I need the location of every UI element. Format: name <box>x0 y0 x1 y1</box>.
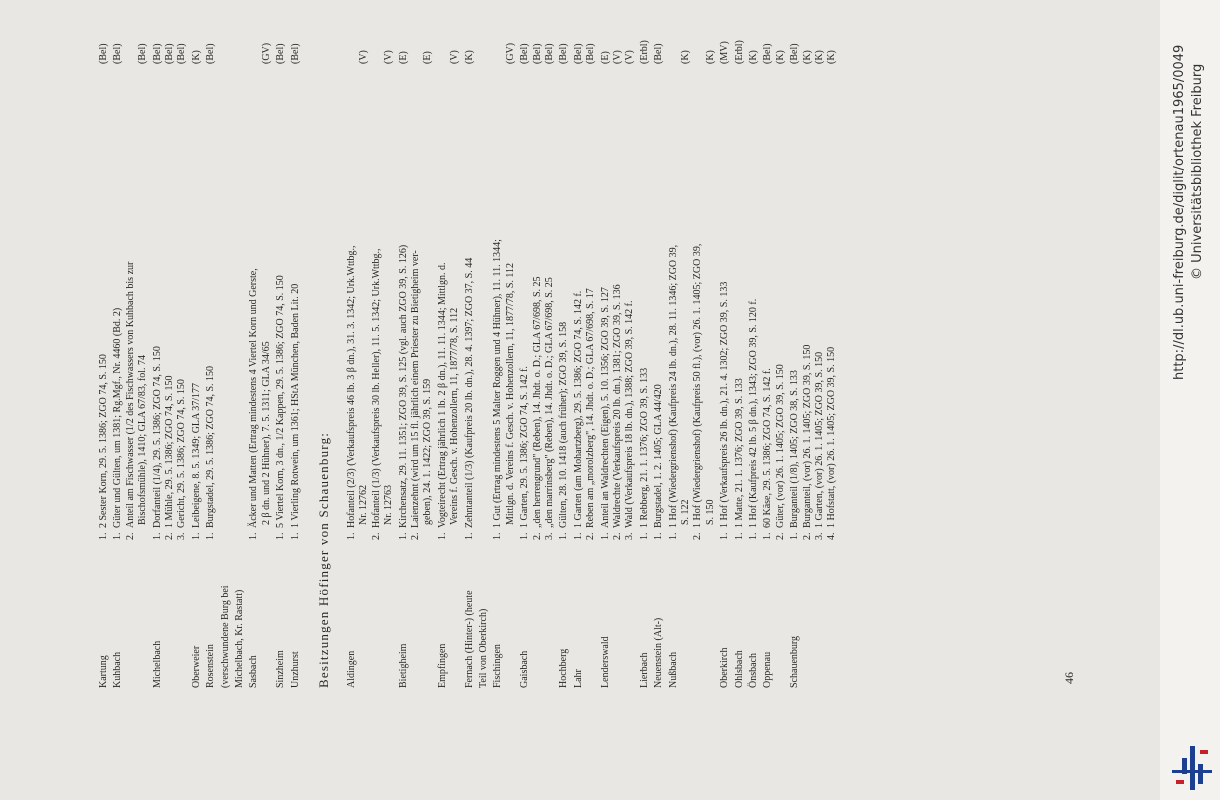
entry-text: „den herrengrund" (Reben), 14. Jhdt. o. D.; GLA 67/698, S. 25 <box>531 276 543 528</box>
entry-number: 1. <box>599 532 611 540</box>
entry-number: 1. <box>463 532 475 540</box>
entry-text: Äcker und Matten (Ertrag mindestens 4 Viertel Korn und Gerste, <box>248 268 260 528</box>
entry-number: 1. <box>789 532 801 540</box>
entry-number: 1. <box>667 532 679 540</box>
entry-text: 1 Gut (Ertrag mindestens 5 Malter Roggen und 4 Hühner), 11. 11. 1344; <box>492 239 504 528</box>
place-name: Kartung <box>98 655 109 688</box>
entry-number: 1. <box>519 532 531 540</box>
place-name: Schauenburg <box>789 635 801 688</box>
entry-text: 1 Hof (Wiedergrienshof) (Kaufpreis 50 fl.), (vor) 26. 1. 1405; ZGO 39, <box>692 243 704 528</box>
entry-text: Wald (Verkaufspreis 18 lb. dn.), 1388; ZGO 39, S. 142 f. <box>624 300 636 528</box>
entry-text: Gericht, 29. 5. 1386; ZGO 74, S. 150 <box>176 379 188 528</box>
entry-text: 1 Hof (Verkaufspreis 26 lb. dn.), 21. 4. 1302; ZGO 39, S. 133 <box>719 281 731 528</box>
entry-number: 1. <box>397 532 409 540</box>
status-code: (V) <box>612 50 623 64</box>
status-code: (Bel) <box>98 43 109 64</box>
entry-text: 2 β dn. und 2 Hühner), 7. 5. 1311; GLA 34/65 <box>260 341 272 525</box>
section-heading: Besitzungen Höfinger von Schauenburg: <box>316 431 331 688</box>
status-code: (V) <box>449 50 461 64</box>
entry-number: 1. <box>653 532 665 540</box>
status-code: (Bel) <box>585 43 597 64</box>
entry-text: Vogteirecht (Ertrag jährlich 1 lb. 2 β dn.), 11. 11. 1344; Mittlgn. d. <box>436 262 448 528</box>
entry-text: Nr. 12763 <box>383 485 395 525</box>
status-code: (Bel) <box>558 43 570 64</box>
entry-text: Vereins f. Gesch. v. Hohenzollern, 11, 1877/78, S. 112 <box>449 307 461 525</box>
status-code: (K) <box>680 50 691 64</box>
status-code: (Erbl) <box>733 40 745 64</box>
entry-number: 2. <box>370 532 382 540</box>
place-name: Empfingen <box>436 643 448 688</box>
place-name: Michelbach, Kr. Rastatt) <box>234 589 245 688</box>
place-name: Önsbach <box>748 653 759 688</box>
entry-number: 1. <box>346 532 357 540</box>
entry-number: 2. <box>774 532 786 540</box>
entry-text: 5 Viertel Korn, 3 dn., 1/2 Kappen, 29. 5. 1386; ZGO 74, S. 150 <box>275 275 287 528</box>
entry-text: Reben am „morolzberg", 14. Jhdt. o. D.; GLA 67/698, S. 17 <box>585 288 597 528</box>
place-name: Oberkirch <box>719 647 731 688</box>
entry-number: 3. <box>544 532 555 540</box>
status-code: (Bel) <box>531 43 543 64</box>
status-code: (GV) <box>504 42 516 64</box>
status-code: (Erbl) <box>638 40 650 64</box>
entry-text: Gülten, 28. 10. 1418 (auch früher); ZGO 39, S. 158 <box>558 321 570 528</box>
entry-text: Leibeigene, 8. 5. 1349; GLA 37/177 <box>190 383 202 528</box>
place-name: Lahr <box>572 669 584 688</box>
entry-number: 1. <box>289 532 301 540</box>
entry-text: 1 Matte, 21. 1. 1376; ZGO 39, S. 133 <box>733 378 745 528</box>
place-name: Ohlsbach <box>733 650 745 688</box>
status-code: (Bel) <box>275 43 287 64</box>
entry-number: 1. <box>205 532 217 540</box>
status-code: (K) <box>814 50 825 64</box>
place-name: Fischingen <box>492 644 504 688</box>
entry-text: „den marrinsberg" (Reben), 14. Jhdt. o. D.; GLA 67/698, S. 25 <box>544 277 555 528</box>
entry-number: 1. <box>248 532 260 540</box>
place-name: Bietigheim <box>397 643 409 688</box>
entry-text: Burganteil (1/8), 1405; ZGO 38, S. 133 <box>789 370 801 528</box>
status-code: (Bel) <box>544 43 555 64</box>
entry-number: 2. <box>585 532 597 540</box>
entry-text: 1 Garten (am Mohartzberg), 29. 5. 1386; ZGO 74, S. 142 f. <box>572 290 584 528</box>
place-name: Fernach (Hinter-) (heute <box>463 590 475 688</box>
status-code: (Bel) <box>572 43 584 64</box>
entry-number: 2. <box>801 532 813 540</box>
entry-number: 2. <box>612 532 623 540</box>
entry-number: 1. <box>558 532 570 540</box>
entry-number: 1. <box>572 532 584 540</box>
status-code: (Bel) <box>789 43 801 64</box>
status-code: (K) <box>704 50 716 64</box>
status-code: (Bel) <box>151 43 163 64</box>
entry-text: 1 Garten, 29. 5. 1386; ZGO 74, S. 142 f. <box>519 366 531 528</box>
place-name: Kuhbach <box>112 651 124 688</box>
page-number: 46 <box>1062 672 1076 684</box>
status-code: (Bel) <box>164 43 175 64</box>
place-name: Oberweier <box>190 645 202 688</box>
entry-text: Nr. 12762 <box>358 485 370 525</box>
place-name: Nußbach <box>667 651 679 688</box>
ub-freiburg-logo-icon <box>1172 744 1212 792</box>
status-code: (MV) <box>719 41 731 64</box>
place-name: Lenderswald <box>599 636 611 688</box>
place-name: Michelbach <box>151 640 163 688</box>
entry-number: 3. <box>176 532 188 540</box>
entry-number: 1. <box>151 532 163 540</box>
place-name: Hochberg <box>558 648 570 688</box>
status-code: (Bel) <box>205 43 217 64</box>
entry-text: 2 Sester Korn, 29. 5. 1386; ZGO 74, S. 150 <box>98 354 109 528</box>
entry-number: 1. <box>436 532 448 540</box>
place-name: Lierbach <box>638 652 650 688</box>
status-code: (K) <box>774 50 786 64</box>
status-code: (Bel) <box>137 43 149 64</box>
entry-text: Burganteil, (vor) 26. 1. 1405; ZGO 39, S. 150 <box>801 344 813 528</box>
place-name: Teil von Oberkirch) <box>478 608 489 688</box>
entry-text: Zehntanteil (1/3) (Kaufpreis 20 lb. dn.), 28. 4. 1397; ZGO 37, S. 44 <box>463 257 475 528</box>
status-code: (V) <box>624 50 636 64</box>
entry-text: 1 Rebberg, 21. 1. 1376; ZGO 39, S. 133 <box>638 367 650 528</box>
entry-number: 2. <box>164 532 175 540</box>
entry-text: 1 Hof (Kaufpreis 42 lb. 5 β dn.), 1343; ZGO 39, S. 120 f. <box>748 298 759 528</box>
entry-text: Güter und Gülten, um 1381; Rg.Mgf., Nr. 4460 (Bd. 2) <box>112 307 124 528</box>
entry-text: Waldrechte (Verkaufspreis 20 lb. dn.), 1381; ZGO 39, S. 136 <box>612 284 623 528</box>
entry-text: Burgstadel, 29. 5. 1386; ZGO 74, S. 150 <box>205 365 217 528</box>
entry-number: 1. <box>492 532 504 540</box>
entry-text: S. 122 <box>680 499 691 525</box>
entry-text: Anteil an Waldrechten (Eigen), 5. 10. 1356; ZGO 39, S. 127 <box>599 287 611 528</box>
entry-number: 1. <box>98 532 109 540</box>
entry-text: 60 Käse, 29. 5. 1386; ZGO 74, S. 142 f. <box>762 368 774 528</box>
library-sidebar <box>1160 0 1220 800</box>
place-name: Rosenstein <box>205 644 217 688</box>
entry-text: Güter, (vor) 26. 1. 1405; ZGO 39, S. 150 <box>774 364 786 528</box>
place-name: Unzhurst <box>289 651 301 688</box>
entry-text: Bischofsmühle), 1410; GLA 67/83, fol. 74 <box>137 355 149 525</box>
source-url[interactable]: http://dl.ub.uni-freiburg.de/diglit/ortenau1965/0049 <box>1172 44 1187 380</box>
entry-number: 1. <box>638 532 650 540</box>
status-code: (E) <box>397 51 409 64</box>
entry-number: 1. <box>719 532 731 540</box>
place-name: Oppenau <box>762 651 774 688</box>
entry-text: Laienzehnt (wird um 15 fl. jährlich einem Priester zu Bietigheim ver- <box>410 250 421 528</box>
entry-number: 1. <box>112 532 124 540</box>
entry-number: 1. <box>275 532 287 540</box>
entry-text: Burgstadel, 1. 2. 1405; GLA 44/420 <box>653 384 665 528</box>
entry-number: 3. <box>624 532 636 540</box>
place-name: Sasbach <box>248 655 260 688</box>
entry-text: S. 150 <box>704 499 716 525</box>
entry-text: Hofanteil (1/3) (Verkaufspreis 30 lb. Heller), 11. 5. 1342; Urk.Wttbg., <box>370 248 382 528</box>
entry-number: 2. <box>410 532 421 540</box>
entry-number: 4. <box>826 532 838 540</box>
entry-text: Hofanteil (2/3) (Verkaufspreis 46 lb. 3 β dn.), 31. 3. 1342; Urk.Wttbg., <box>346 245 357 528</box>
entry-number: 3. <box>814 532 825 540</box>
status-code: (Bel) <box>519 43 531 64</box>
status-code: (V) <box>383 50 395 64</box>
status-code: (Bel) <box>176 43 188 64</box>
status-code: (GV) <box>260 42 272 64</box>
place-name: Gaisbach <box>519 650 531 688</box>
entry-text: geben), 24. 1. 1422; ZGO 39, S. 159 <box>422 378 434 525</box>
entry-text: 1 Mühle, 29. 5. 1386; ZGO 74, S. 150 <box>164 375 175 528</box>
entry-text: Kirchensatz, 29. 11. 1351; ZGO 39, S. 125 (vgl. auch ZGO 39, S. 126) <box>397 244 409 528</box>
entry-number: 2. <box>692 532 704 540</box>
status-code: (K) <box>463 50 475 64</box>
status-code: (E) <box>599 51 611 64</box>
status-code: (K) <box>190 50 202 64</box>
entry-text: 1 Garten, (vor) 26. 1. 1405; ZGO 39, S. 150 <box>814 351 825 528</box>
entry-text: 1 Vierling Rotwein, um 1361; HStA München, Baden Lit. 20 <box>289 283 301 528</box>
entry-number: 1. <box>762 532 774 540</box>
status-code: (E) <box>422 51 434 64</box>
status-code: (V) <box>358 50 370 64</box>
status-code: (K) <box>826 50 838 64</box>
status-code: (K) <box>748 50 759 64</box>
place-name: Sinzheim <box>275 650 287 688</box>
place-name: Neuenstein (Alt-) <box>653 617 665 688</box>
entry-number: 2. <box>531 532 543 540</box>
entry-number: 1. <box>190 532 202 540</box>
entry-text: 1 Hof (Wiedergrienshof) (Kaufpreis 24 lb. dn.), 28. 11. 1346; ZGO 39, <box>667 244 679 528</box>
entry-number: 1. <box>748 532 759 540</box>
status-code: (Bel) <box>289 43 301 64</box>
entry-number: 2. <box>124 532 136 540</box>
copyright-notice: © Universitätsbibliothek Freiburg <box>1190 63 1205 280</box>
entry-text: Anteil am Fischwasser (1/2 des Fischwassers von Kuhbach bis zur <box>124 261 136 528</box>
status-code: (Bel) <box>653 43 665 64</box>
entry-number: 1. <box>733 532 745 540</box>
place-name: (verschwundene Burg bei <box>219 585 231 688</box>
entry-text: 1 Hofstatt, (vor) 26. 1. 1405; ZGO 39, S. 150 <box>826 346 838 528</box>
entry-text: Mittlgn. d. Vereins f. Gesch. v. Hohenzollern, 11, 1877/78, S. 112 <box>504 262 516 525</box>
status-code: (K) <box>801 50 813 64</box>
status-code: (Bel) <box>112 43 124 64</box>
entry-text: Dorfanteil (1/4), 29. 5. 1386; ZGO 74, S. 150 <box>151 346 163 528</box>
place-name: Aldingen <box>346 650 357 688</box>
status-code: (Bel) <box>762 43 774 64</box>
